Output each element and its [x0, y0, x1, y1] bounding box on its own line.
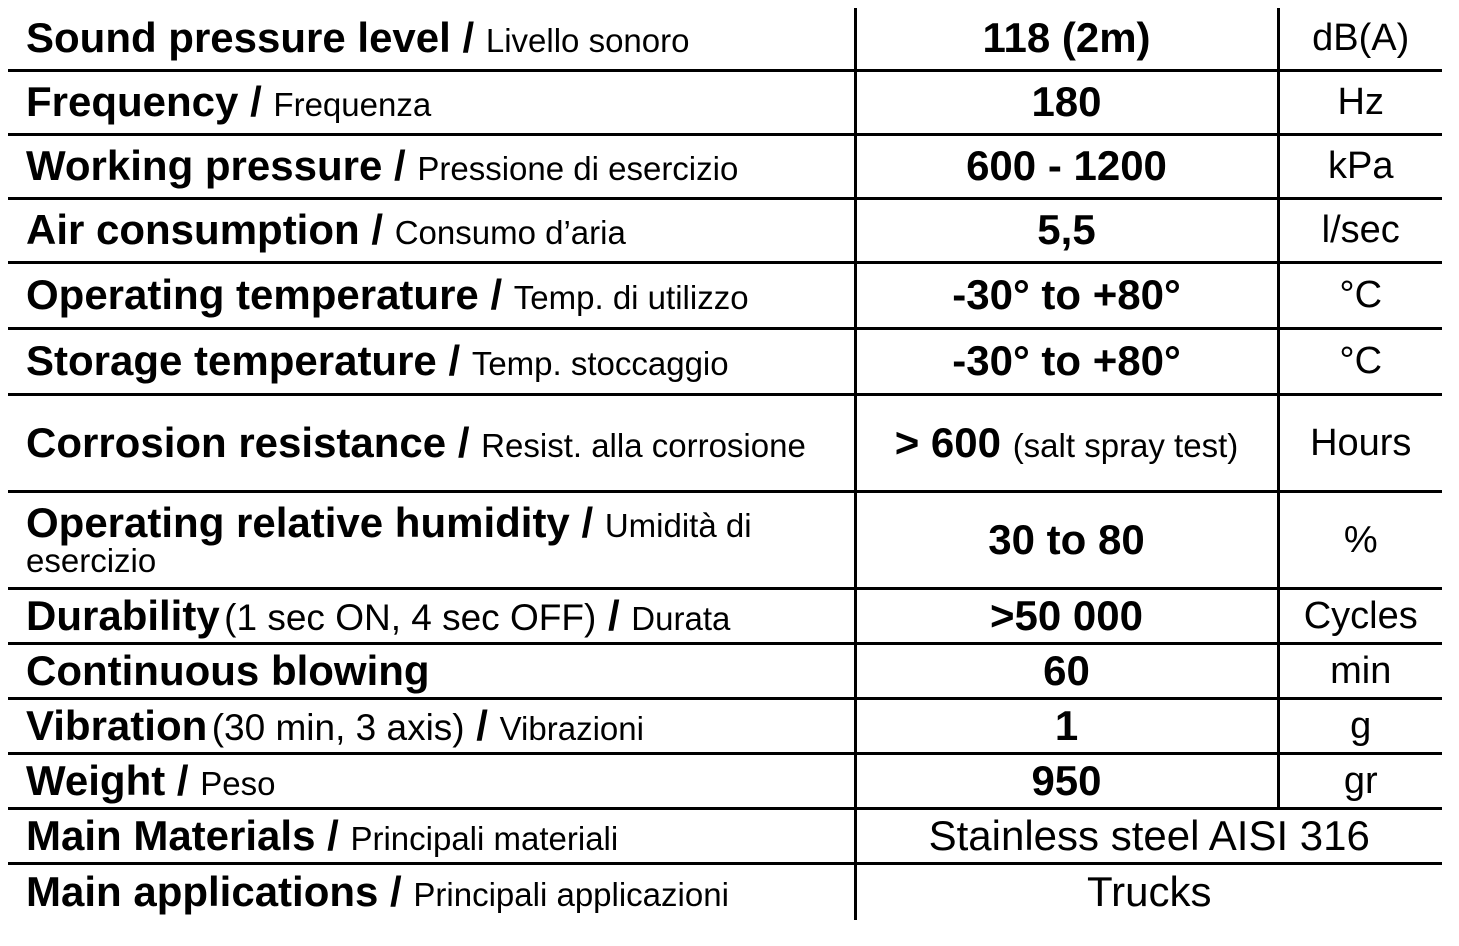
spec-label-cell — [8, 262, 855, 328]
spec-label-separator: / — [450, 14, 486, 62]
spec-value: 118 (2m) — [982, 14, 1151, 62]
spec-value: -30° to +80° — [952, 337, 1181, 384]
spec-value-cell — [855, 808, 1442, 863]
spec-label-cell — [8, 753, 855, 808]
spec-label-cell — [8, 863, 855, 920]
spec-label-separator: / — [378, 868, 414, 916]
spec-value: 950 — [1031, 756, 1102, 804]
spec-label-en: Operating relative humidity — [26, 499, 570, 546]
spec-unit-cell — [1278, 588, 1442, 643]
spec-row — [8, 198, 1442, 262]
spec-value-cell — [855, 491, 1278, 588]
spec-label-cell — [8, 70, 855, 134]
spec-value: >50 000 — [990, 591, 1143, 639]
spec-row — [8, 328, 1442, 394]
spec-value: Trucks — [1087, 868, 1212, 916]
spec-label-condition: (30 min, 3 axis) — [211, 706, 465, 748]
spec-label-en: Corrosion resistance — [26, 418, 447, 466]
spec-value-cell — [855, 588, 1278, 643]
spec-value-cell — [855, 394, 1278, 491]
spec-label-it: Peso — [200, 764, 276, 802]
spec-value-cell — [855, 262, 1278, 328]
spec-label-en: Weight — [26, 756, 166, 804]
spec-row — [8, 134, 1442, 198]
spec-value-cell — [855, 643, 1278, 698]
spec-label-it: Temp. stoccaggio — [471, 345, 729, 382]
spec-value-note: (salt spray test) — [1012, 426, 1239, 464]
spec-unit-cell — [1278, 394, 1442, 491]
spec-unit: g — [1350, 704, 1372, 747]
spec-label-cell — [8, 394, 855, 491]
spec-value-cell — [855, 8, 1278, 70]
spec-row — [8, 643, 1442, 698]
spec-label-separator: / — [359, 206, 395, 253]
spec-label-separator: / — [315, 811, 351, 859]
spec-value: 180 — [1031, 78, 1102, 125]
spec-row — [8, 698, 1442, 753]
spec-table-body — [8, 8, 1442, 920]
spec-unit: Cycles — [1303, 594, 1418, 637]
spec-value-cell — [855, 328, 1278, 394]
spec-label-cell — [8, 8, 855, 70]
spec-label-it: Resist. alla corrosione — [481, 426, 806, 464]
spec-label-it: Consumo d’aria — [394, 214, 626, 251]
spec-label-it: Durata — [631, 599, 731, 637]
spec-label-cell — [8, 328, 855, 394]
spec-value-cell — [855, 198, 1278, 262]
spec-label-en: Sound pressure level — [26, 14, 451, 62]
spec-value: > 600 — [894, 418, 1002, 466]
spec-label-cell — [8, 198, 855, 262]
spec-value-cell — [855, 134, 1278, 198]
spec-label-it: Umidità di esercizio — [26, 507, 752, 579]
spec-value-cell — [855, 70, 1278, 134]
spec-value: 5,5 — [1037, 206, 1096, 253]
spec-label-en: Main Materials — [26, 811, 316, 859]
spec-label-separator: / — [165, 756, 201, 804]
spec-row — [8, 491, 1442, 588]
spec-label-cell — [8, 808, 855, 863]
spec-row — [8, 8, 1442, 70]
spec-row — [8, 70, 1442, 134]
spec-unit-cell — [1278, 643, 1442, 698]
spec-label-cell — [8, 491, 855, 588]
spec-label-separator: / — [382, 142, 418, 189]
spec-label-en: Vibration — [26, 701, 208, 749]
spec-row — [8, 753, 1442, 808]
spec-row — [8, 863, 1442, 920]
spec-label-en: Operating temperature — [26, 271, 479, 318]
spec-unit-cell — [1278, 198, 1442, 262]
spec-label-cell — [8, 588, 855, 643]
spec-value: 600 - 1200 — [966, 142, 1167, 189]
spec-unit-cell — [1278, 134, 1442, 198]
spec-label-condition: (1 sec ON, 4 sec OFF) — [224, 596, 597, 638]
spec-unit-cell — [1278, 328, 1442, 394]
spec-label-en: Storage temperature — [26, 337, 437, 384]
spec-unit: min — [1330, 649, 1392, 692]
spec-label-separator: / — [250, 78, 274, 125]
spec-row — [8, 808, 1442, 863]
spec-unit: gr — [1343, 759, 1378, 802]
spec-value: -30° to +80° — [952, 271, 1181, 318]
spec-unit-cell — [1278, 262, 1442, 328]
spec-label-separator: / — [436, 337, 472, 384]
spec-unit: % — [1343, 518, 1378, 561]
spec-label-separator: / — [446, 418, 482, 466]
spec-value: Stainless steel AISI 316 — [928, 811, 1370, 859]
spec-unit: dB(A) — [1312, 17, 1410, 60]
spec-label-separator: / — [596, 591, 632, 639]
spec-unit-cell — [1278, 8, 1442, 70]
spec-unit: l/sec — [1321, 209, 1400, 251]
spec-value-cell — [855, 753, 1278, 808]
spec-label-cell — [8, 698, 855, 753]
spec-label-separator: / — [478, 271, 514, 318]
spec-label-it: Principali materiali — [350, 819, 619, 857]
spec-row — [8, 394, 1442, 491]
spec-label-it: Temp. di utilizzo — [513, 279, 749, 316]
spec-row — [8, 262, 1442, 328]
spec-unit: Hours — [1310, 421, 1412, 464]
spec-value-cell — [855, 863, 1442, 920]
spec-unit: °C — [1339, 340, 1383, 382]
spec-label-it: Frequenza — [273, 86, 432, 123]
spec-label-en: Main applications — [26, 868, 379, 916]
spec-value: 60 — [1043, 646, 1090, 694]
spec-label-cell — [8, 134, 855, 198]
spec-label-separator: / — [569, 499, 605, 546]
spec-label-en: Frequency — [26, 78, 251, 125]
spec-label-en: Working pressure — [26, 142, 383, 189]
spec-unit: kPa — [1328, 145, 1394, 187]
spec-label-it: Livello sonoro — [485, 22, 690, 60]
spec-unit: °C — [1339, 274, 1383, 316]
spec-label-it: Principali applicazioni — [413, 876, 729, 914]
spec-label-separator: / — [464, 701, 500, 749]
spec-label-en: Air consumption — [26, 206, 360, 253]
spec-label-it: Vibrazioni — [499, 709, 644, 747]
spec-value: 30 to 80 — [988, 515, 1145, 563]
spec-row — [8, 588, 1442, 643]
spec-unit-cell — [1278, 753, 1442, 808]
spec-label-en: Durability — [26, 591, 220, 639]
spec-value-cell — [855, 698, 1278, 753]
spec-label-en: Continuous blowing — [26, 646, 430, 694]
spec-unit-cell — [1278, 491, 1442, 588]
spec-table — [8, 8, 1442, 920]
spec-label-it: Pressione di esercizio — [417, 150, 739, 187]
spec-value: 1 — [1054, 701, 1079, 749]
spec-unit-cell — [1278, 698, 1442, 753]
spec-unit: Hz — [1337, 81, 1384, 123]
spec-unit-cell — [1278, 70, 1442, 134]
spec-label-cell — [8, 643, 855, 698]
